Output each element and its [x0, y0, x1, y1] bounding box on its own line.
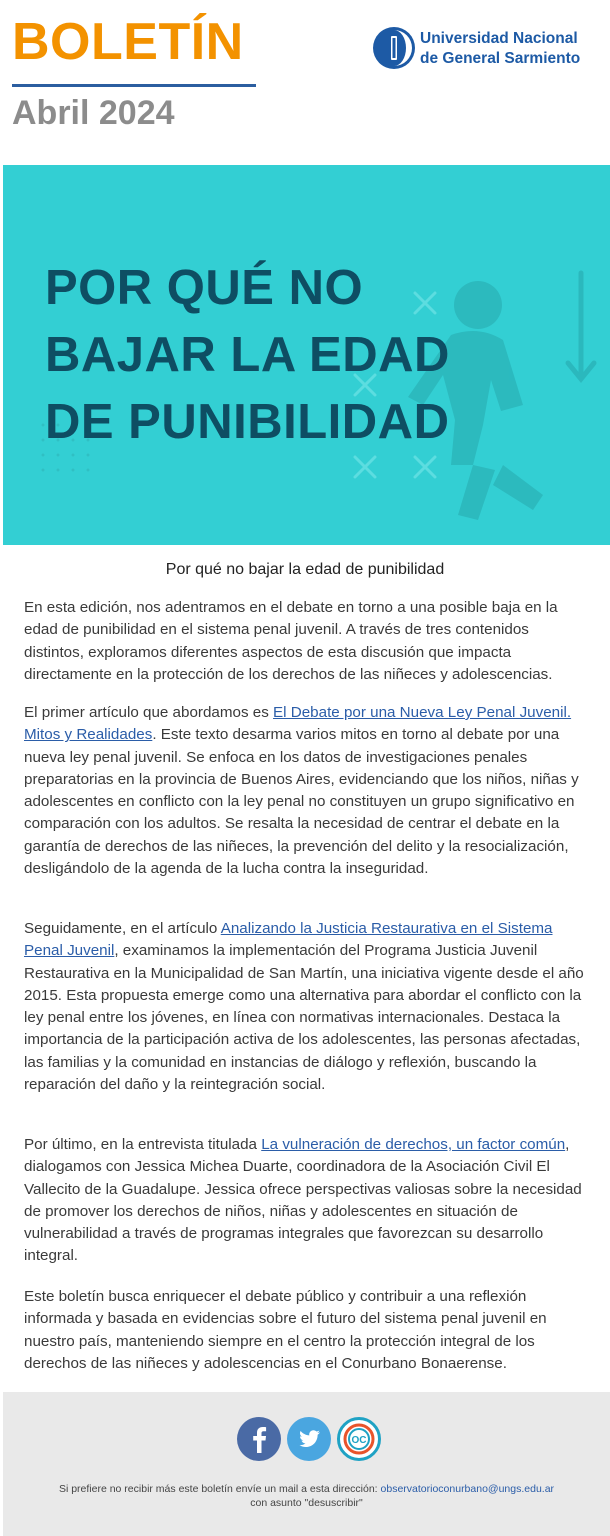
- hero-banner[interactable]: [3, 165, 610, 545]
- first-article-paragraph: [24, 702, 592, 880]
- article-subtitle: Por qué no bajar la edad de punibilidad: [165, 561, 445, 578]
- university-name-line2: de General Sarmiento: [420, 50, 581, 67]
- svg-text:OC: OC: [351, 1435, 367, 1446]
- second-article-link[interactable]: Analizando la Justicia Restaurativa en el Sistema Penal Juvenil: [24, 920, 553, 960]
- banner-title: [45, 255, 565, 456]
- unsubscribe-email-link[interactable]: observatorioconurbano@ungs.edu.ar: [380, 1483, 555, 1495]
- second-article-text: , examinamos la implementación del Programa Justicia Juvenil Restaurativa en la Municipalidad de San Martín, una iniciativa vigente desde el año 2015. Esta propuesta emerge como una alternativa para abordar el conflicto con la ley penal entre los jóvenes, en línea con normativas internacionales. Destaca la importancia de la participación activa de los adolescentes, las personas afectadas, las familias y la comunidad en instancias de diálogo y reflexión, buscando la reparación del daño y la reintegración social.: [24, 942, 584, 1094]
- unsubscribe-text: Si prefiere no recibir más este boletín envíe un mail a esta dirección:: [58, 1483, 381, 1495]
- banner-title-line2: BAJAR LA EDAD: [45, 328, 450, 382]
- ungs-logo-icon[interactable]: [372, 26, 416, 70]
- interview-paragraph: [24, 1134, 592, 1268]
- first-article-text: . Este texto desarma varios mitos en torno al debate por una nueva ley penal juvenil. Se enfoca en los datos de investigaciones penales preparatorias en la provincia de Buenos Aires, evidenciando que los niños, niñas y adolescentes en conflicto con la ley penal no constituyen un grupo significativo en comparación con los adultos. Se resalta la necesidad de centrar el debate en la garantía de derechos de las niñeces, la prevención del delito y la resocialización, desligándolo de la agenda de la lucha contra la inseguridad.: [24, 726, 579, 878]
- facebook-icon: [237, 1417, 281, 1461]
- second-article-paragraph: [24, 918, 592, 1096]
- newsletter-body: [0, 545, 610, 1392]
- interview-text: , dialogamos con Jessica Michea Duarte, coordinadora de la Asociación Civil El Vallecito de la Guadalupe. Jessica ofrece perspectivas valiosas sobre la necesidad de promover los derechos de niños, niñas y adolescentes en situación de vulnerabilidad a través de programas integrales que favorezcan su desarrollo integral.: [24, 1136, 582, 1265]
- first-article-link[interactable]: El Debate por una Nueva Ley Penal Juvenil. Mitos y Realidades: [24, 704, 572, 744]
- university-name-line1: Universidad Nacional: [420, 30, 578, 47]
- unsubscribe-subject: con asunto "desuscribir": [250, 1497, 363, 1509]
- closing-paragraph: Este boletín busca enriquecer el debate público y contribuir a una reflexión informada y basada en evidencias sobre el futuro del sistema penal juvenil en nuestro país, manteniendo siempre en el centro la protección integral de los derechos de las niñeces y adolescencias en el Conurbano Bonaerense.: [24, 1288, 547, 1372]
- interview-lead: Por último, en la entrevista titulada: [24, 1136, 262, 1153]
- university-name[interactable]: [420, 29, 580, 69]
- newsletter-header: [0, 0, 610, 165]
- newsletter-footer: [3, 1392, 610, 1536]
- issue-date: Abril 2024: [12, 94, 175, 132]
- second-article-lead: Seguidamente, en el artículo: [24, 920, 221, 937]
- first-article-lead: El primer artículo que abordamos es: [24, 704, 274, 721]
- interview-link[interactable]: La vulneración de derechos, un factor común: [261, 1136, 566, 1153]
- twitter-button[interactable]: [287, 1417, 331, 1461]
- facebook-button[interactable]: [237, 1417, 281, 1461]
- unsubscribe-notice: [3, 1482, 610, 1510]
- observatorio-conurbano-icon: [340, 1420, 378, 1458]
- observatorio-button[interactable]: [337, 1417, 381, 1461]
- intro-paragraph: En esta edición, nos adentramos en el debate en torno a una posible baja en la edad de punibilidad en el sistema penal juvenil. A través de tres contenidos distintos, exploramos diferentes aspectos de esta discusión que impacta directamente en la protección de los derechos de las niñeces y adolescencias.: [24, 599, 558, 683]
- banner-title-line1: POR QUÉ NO: [45, 261, 364, 315]
- twitter-icon: [287, 1417, 331, 1461]
- banner-title-line3: DE PUNIBILIDAD: [45, 395, 450, 449]
- title-divider: [12, 84, 256, 87]
- newsletter-title: BOLETÍN: [12, 13, 244, 71]
